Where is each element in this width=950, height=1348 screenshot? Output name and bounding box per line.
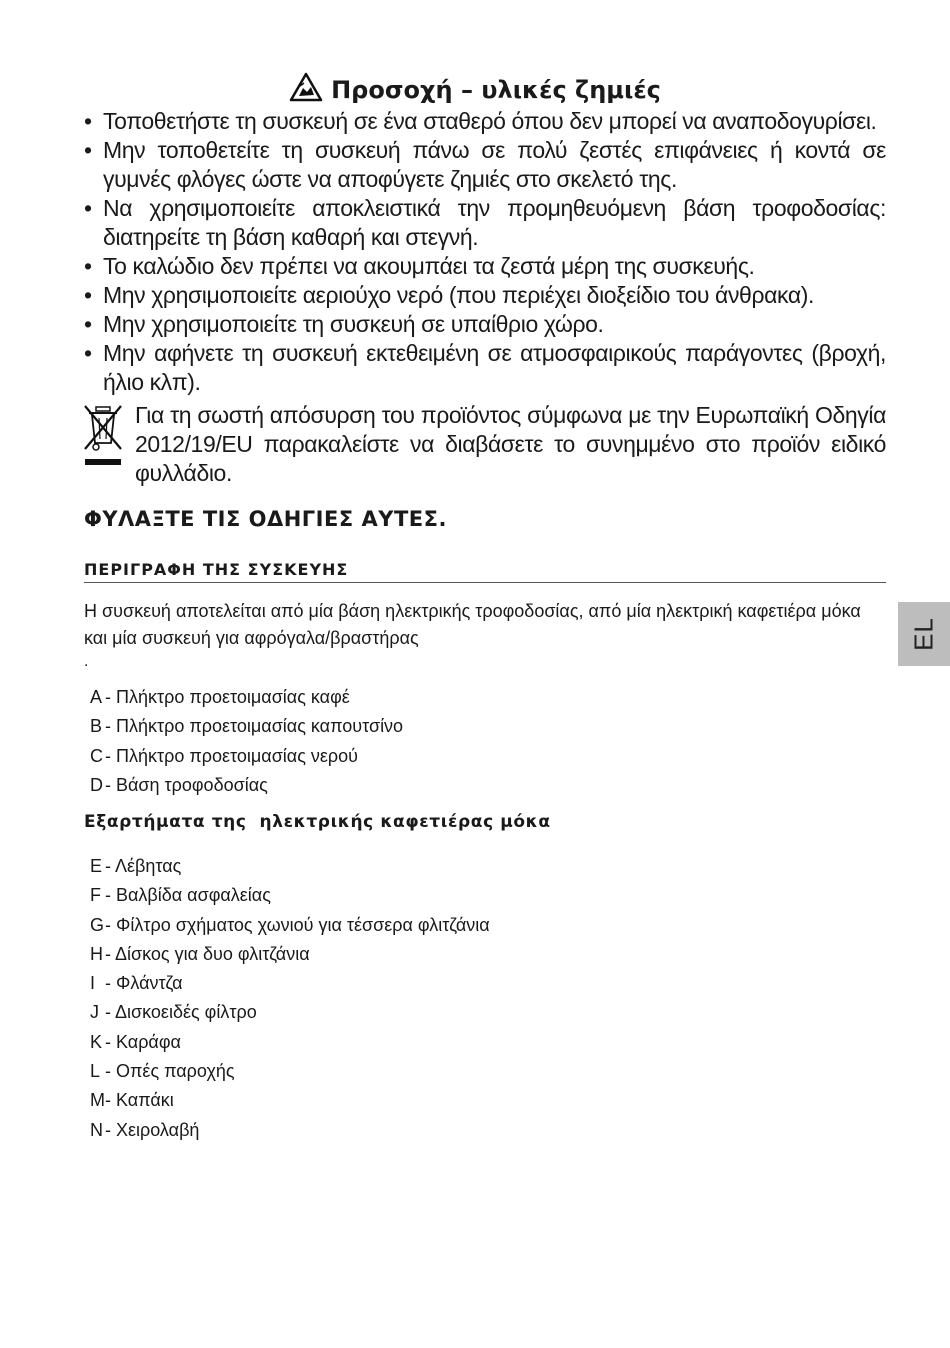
description-intro: Η συσκευή αποτελείται από μία βάση ηλεκτρικής τροφοδοσίας, από μία ηλεκτρική καφετιέρα μόκα και μία συσκευή για αφρόγαλα/βραστήρας <box>84 601 861 648</box>
list-item <box>90 852 490 881</box>
warning-bullet: • Τοποθετήστε τη συσκευή σε ένα σταθερό όπου δεν μπορεί να αναποδογυρίσει. <box>84 107 886 136</box>
moka-parts-list <box>90 852 490 1145</box>
item-text: - Οπές παροχής <box>105 1061 235 1082</box>
list-item <box>90 969 490 998</box>
item-letter: N <box>90 1119 103 1140</box>
item-text: - Βάση τροφοδοσίας <box>105 774 268 795</box>
warning-hand-icon <box>289 72 323 102</box>
item-text: - Δίσκος για δυο φλιτζάνια <box>105 943 310 964</box>
list-item <box>90 742 403 771</box>
item-letter: K <box>90 1031 103 1052</box>
list-item <box>90 1028 490 1057</box>
item-text: - Πλήκτρο προετοιμασίας καφέ <box>105 687 350 707</box>
list-item <box>90 683 403 712</box>
list-item <box>90 1057 490 1086</box>
item-text: - Καράφα <box>105 1031 181 1052</box>
item-letter: A <box>90 687 103 707</box>
item-text: - Λέβητας <box>105 856 182 876</box>
item-letter: F <box>90 885 101 906</box>
list-item <box>90 911 490 940</box>
item-letter: B <box>90 716 103 737</box>
warning-bullet: • Μην αφήνετε τη συσκευή εκτεθειμένη σε ατμοσφαιρικούς παράγοντες (βροχή, ήλιο κλπ). <box>84 339 886 397</box>
item-letter: G <box>90 914 105 935</box>
item-letter: E <box>90 856 103 876</box>
item-letter: I <box>90 973 96 994</box>
item-text: - Καπάκι <box>105 1090 174 1111</box>
warning-bullet: • Το καλώδιο δεν πρέπει να ακουμπάει τα ζεστά μέρη της συσκευής. <box>84 252 886 281</box>
stray-dot: . <box>84 653 89 670</box>
list-item <box>90 771 403 800</box>
moka-parts-heading: Εξαρτήματα της ηλεκτρικής καφετιέρας μόκα <box>84 812 551 832</box>
warning-bullet-list <box>84 107 886 397</box>
list-item <box>90 998 490 1027</box>
list-item <box>90 1116 490 1145</box>
item-letter: L <box>90 1061 101 1082</box>
item-letter: C <box>90 745 103 766</box>
item-letter: M <box>90 1090 105 1111</box>
item-text: - Πλήκτρο προετοιμασίας νερού <box>105 745 359 766</box>
list-item <box>90 712 403 741</box>
item-letter: J <box>90 1002 99 1023</box>
weee-text: Για τη σωστή απόσυρση του προϊόντος σύμφωνα με την Ευρωπαϊκή Οδηγία 2012/19/EU παρακαλείστε να διαβάσετε το συνημμένο στο προϊόν ειδικό φυλλάδιο. <box>135 402 886 486</box>
warning-bullet: • Μην τοποθετείτε τη συσκευή πάνω σε πολύ ζεστές επιφάνειες ή κοντά σε γυμνές φλόγες ώστε να αποφύγετε ζημιές στο σκελετό της. <box>84 136 886 194</box>
keep-instructions-heading: ΦΥΛΑΞΤΕ ΤΙΣ ΟΔΗΓΙΕΣ ΑΥΤΕΣ. <box>84 507 447 531</box>
section-heading-description: ΠΕΡΙΓΡΑΦΗ ΤΗΣ ΣΥΣΚΕΥΗΣ <box>84 560 886 583</box>
controls-list <box>90 683 403 800</box>
warning-bullet: • Μην χρησιμοποιείτε αεριούχο νερό (που περιέχει διοξείδιο του άνθρακα). <box>84 281 886 310</box>
warning-title-text: Προσοχή – υλικές ζημιές <box>331 76 661 104</box>
item-text: - Δισκοειδές φίλτρο <box>105 1002 257 1023</box>
item-letter: D <box>90 774 103 795</box>
warning-bullet: • Να χρησιμοποιείτε αποκλειστικά την προμηθευόμενη βάση τροφοδοσίας: διατηρείτε τη βάση καθαρή και στεγνή. <box>84 194 886 252</box>
list-item <box>90 1086 490 1115</box>
crossed-bin-icon <box>82 403 124 469</box>
warning-title <box>0 72 950 107</box>
weee-notice <box>82 401 886 488</box>
list-item <box>90 940 490 969</box>
item-text: - Χειρολαβή <box>105 1119 200 1140</box>
language-tab-label: EL <box>908 617 939 651</box>
item-text: - Φίλτρο σχήματος χωνιού για τέσσερα φλιτζάνια <box>105 914 490 935</box>
item-text: - Βαλβίδα ασφαλείας <box>105 885 271 906</box>
item-text: - Φλάντζα <box>105 973 183 994</box>
list-item <box>90 881 490 910</box>
item-text: - Πλήκτρο προετοιμασίας καπουτσίνο <box>105 716 404 737</box>
item-letter: H <box>90 943 103 964</box>
warning-bullet: • Μην χρησιμοποιείτε τη συσκευή σε υπαίθριο χώρο. <box>84 310 886 339</box>
language-tab <box>898 602 950 666</box>
